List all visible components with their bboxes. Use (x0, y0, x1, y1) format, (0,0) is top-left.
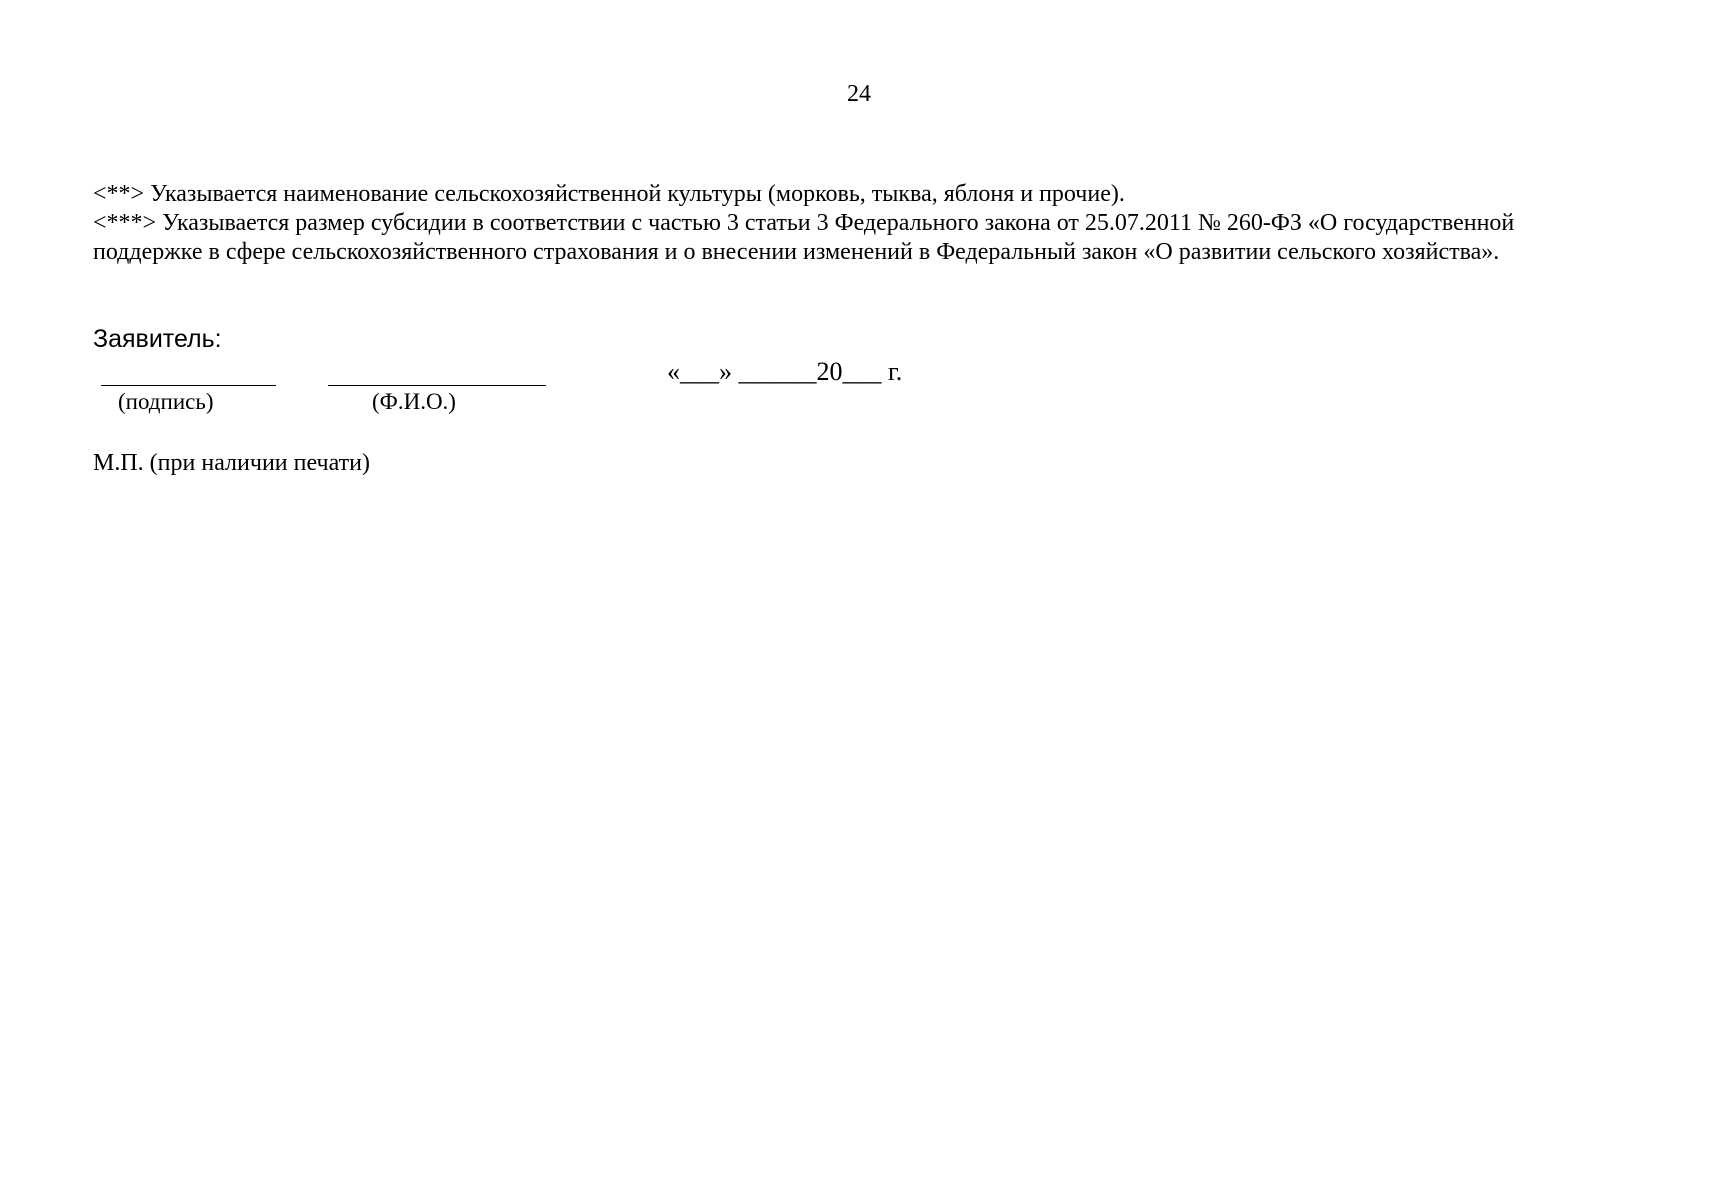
full-name-caption: (Ф.И.О.) (372, 389, 456, 414)
footnotes (93, 180, 1615, 267)
page-number: 24 (847, 81, 871, 107)
full-name-line (328, 385, 546, 386)
stamp-note: М.П. (при наличии печати) (93, 450, 370, 476)
signature-caption: (подпись) (118, 389, 214, 414)
footnote-crop-name: <**> Указывается наименование сельскохозяйственной культуры (морковь, тыква, яблоня и прочие). (93, 181, 1125, 207)
applicant-label: Заявитель: (93, 325, 222, 353)
signature-line (101, 385, 276, 386)
date-line: «___» ______20___ г. (667, 357, 903, 386)
footnote-subsidy-size: <***> Указывается размер субсидии в соответствии с частью 3 статьи 3 Федерального закона от 25.07.2011 № 260-ФЗ «О государственной поддержке в сфере сельскохозяйственного страхования и о внесении изменений в Федеральный закон «О развитии сельского хозяйства». (93, 210, 1515, 265)
